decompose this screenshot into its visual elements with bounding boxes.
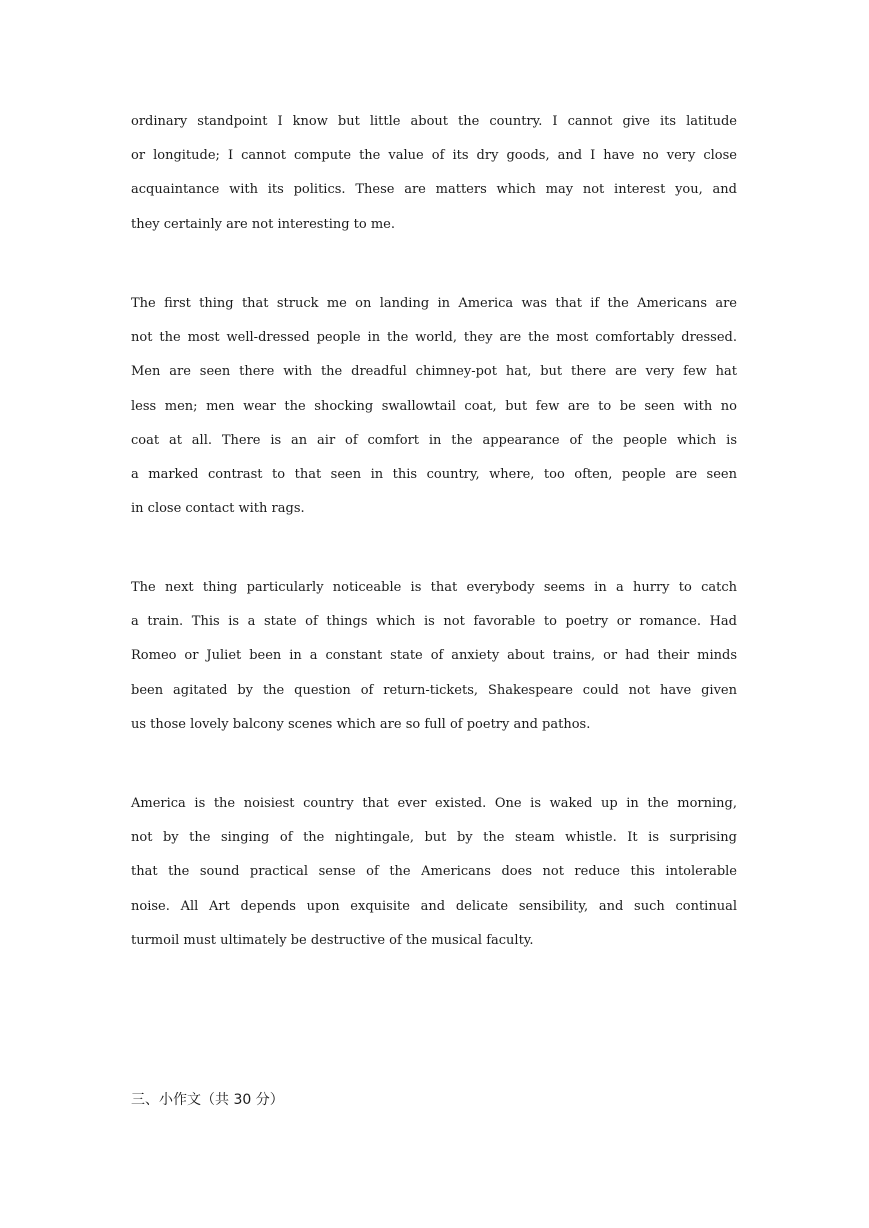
paragraph-line: been agitated by the question of return-tickets, Shakespeare could not have given [131,682,737,698]
paragraph-line: in close contact with rags. [131,501,305,517]
paragraph-line: not by the singing of the nightingale, but by the steam whistle. It is surprising [131,830,737,846]
paragraph-line: that the sound practical sense of the Americans does not reduce this intolerable [131,864,737,880]
paragraph-line: less men; men wear the shocking swallowtail coat, but few are to be seen with no [131,398,737,414]
paragraph-line: noise. All Art depends upon exquisite and delicate sensibility, and such continual [131,898,737,914]
paragraph-line: The first thing that struck me on landing in America was that if the Americans are [131,296,737,311]
paragraph-line: acquaintance with its politics. These are matters which may not interest you, and [131,182,737,198]
paragraph-line: they certainly are not interesting to me. [131,216,396,232]
paragraph-line: a marked contrast to that seen in this country, where, too often, people are seen [131,467,737,483]
paragraph-line: turmoil must ultimately be destructive of the musical faculty. [131,932,534,948]
paragraph-line: us those lovely balcony scenes which are so full of poetry and pathos. [131,716,591,732]
paragraph-line: or longitude; I cannot compute the value of its dry goods, and I have no very close [131,148,737,164]
paragraph-line: not the most well-dressed people in the world, they are the most comfortably dressed. [131,330,737,346]
paragraph-line: The next thing particularly noticeable is that everybody seems in a hurry to catch [131,580,737,595]
section-heading: 三、小作文（共 30 分） [131,1092,284,1108]
paragraph-line: coat at all. There is an air of comfort in the appearance of the people which is [131,432,737,448]
paragraph-line: a train. This is a state of things which is not favorable to poetry or romance. Had [131,614,737,630]
paragraph-line: Romeo or Juliet been in a constant state of anxiety about trains, or had their minds [131,648,737,664]
paragraph-line: America is the noisiest country that ever existed. One is waked up in the morning, [131,796,737,811]
paragraph-4 [131,787,737,958]
paragraph-line: Men are seen there with the dreadful chimney-pot hat, but there are very few hat [131,364,737,380]
paragraph-2 [131,287,737,526]
paragraph-line: ordinary standpoint I know but little about the country. I cannot give its latitude [131,114,737,129]
paragraph-1 [131,105,737,242]
paragraph-3 [131,571,737,742]
